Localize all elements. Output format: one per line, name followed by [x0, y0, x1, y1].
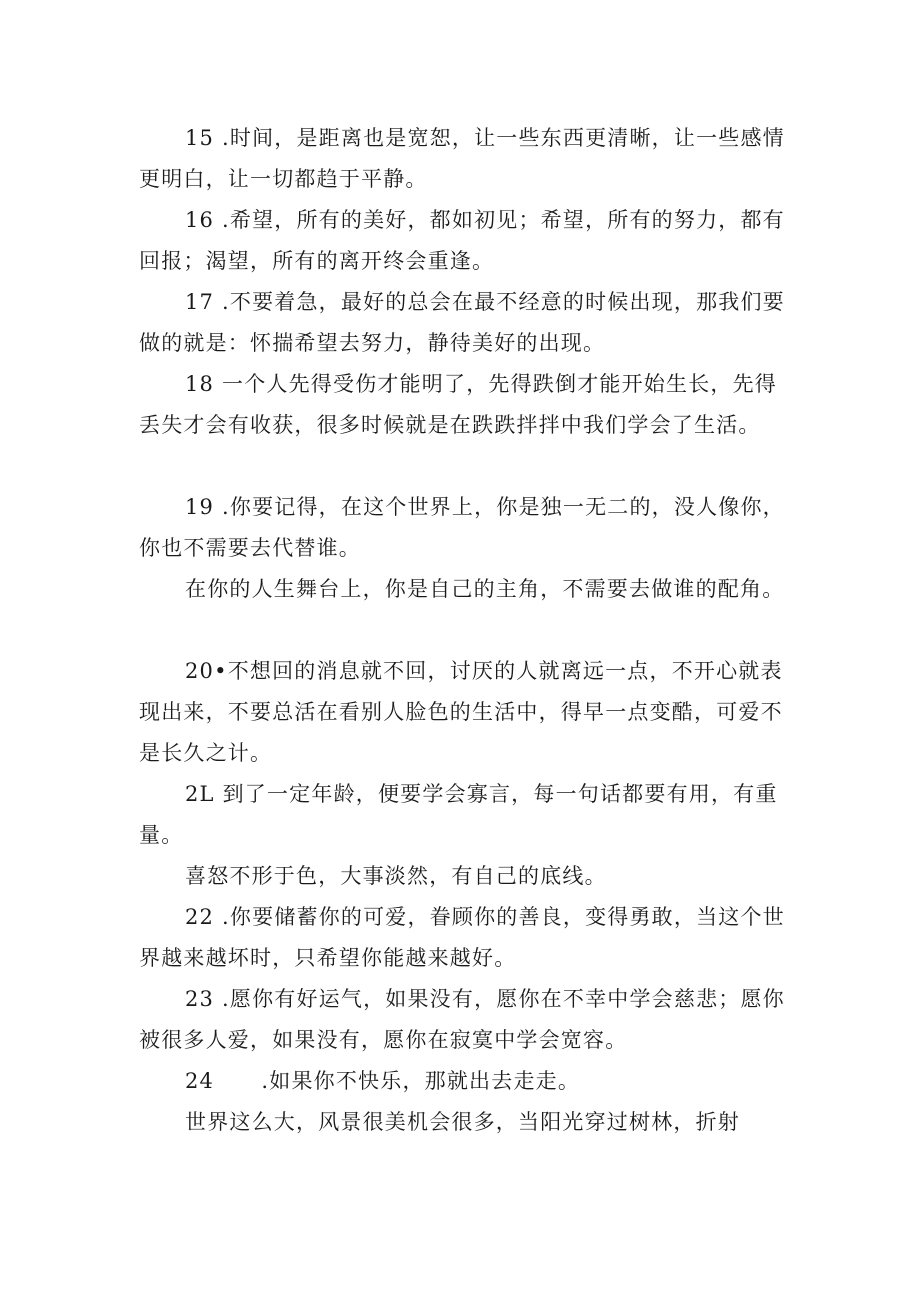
paragraph-16: 16 .希望，所有的美好，都如初见；希望，所有的努力，都有回报；渴望，所有的离开终会重逢。 [139, 208, 785, 273]
paragraph-20: 20•不想回的消息就不回，讨厌的人就离远一点，不开心就表现出来，不要总活在看别人脸色的生活中，得早一点变酷，可爱不是长久之计。 [139, 659, 783, 765]
paragraph-24: 24 .如果你不快乐，那就出去走走。 [185, 1069, 581, 1093]
paragraph-21-continued: 喜怒不形于色，大事淡然，有自己的底线。 [185, 864, 607, 888]
paragraph-21: 2L 到了一定年龄，便要学会寡言，每一句话都要有用，有重量。 [139, 782, 778, 847]
paragraph-24-continued: 世界这么大，风景很美机会很多，当阳光穿过树林，折射 [185, 1110, 740, 1134]
paragraph-22: 22 .你要储蓄你的可爱，眷顾你的善良，变得勇敢，当这个世界越来越坏时，只希望你能越来越好。 [139, 905, 785, 970]
paragraph-19-continued: 在你的人生舞台上，你是自己的主角，不需要去做谁的配角。 [185, 577, 785, 601]
paragraph-19: 19 .你要记得，在这个世界上，你是独一无二的，没人像你，你也不需要去代替谁。 [139, 495, 785, 560]
paragraph-23: 23 .愿你有好运气，如果没有，愿你在不幸中学会慈悲；愿你被很多人爱，如果没有，愿你在寂寞中学会宽容。 [139, 987, 785, 1052]
paragraph-18: 18 一个人先得受伤才能明了，先得跌倒才能开始生长，先得丢失才会有收获，很多时候就是在跌跌拌拌中我们学会了生活。 [139, 372, 777, 437]
paragraph-17: 17 .不要着急，最好的总会在最不经意的时候出现，那我们要做的就是：怀揣希望去努力，静待美好的出现。 [139, 290, 785, 355]
paragraph-15: 15 .时间，是距离也是宽恕，让一些东西更清晰，让一些感情更明白，让一切都趋于平静。 [139, 126, 785, 191]
